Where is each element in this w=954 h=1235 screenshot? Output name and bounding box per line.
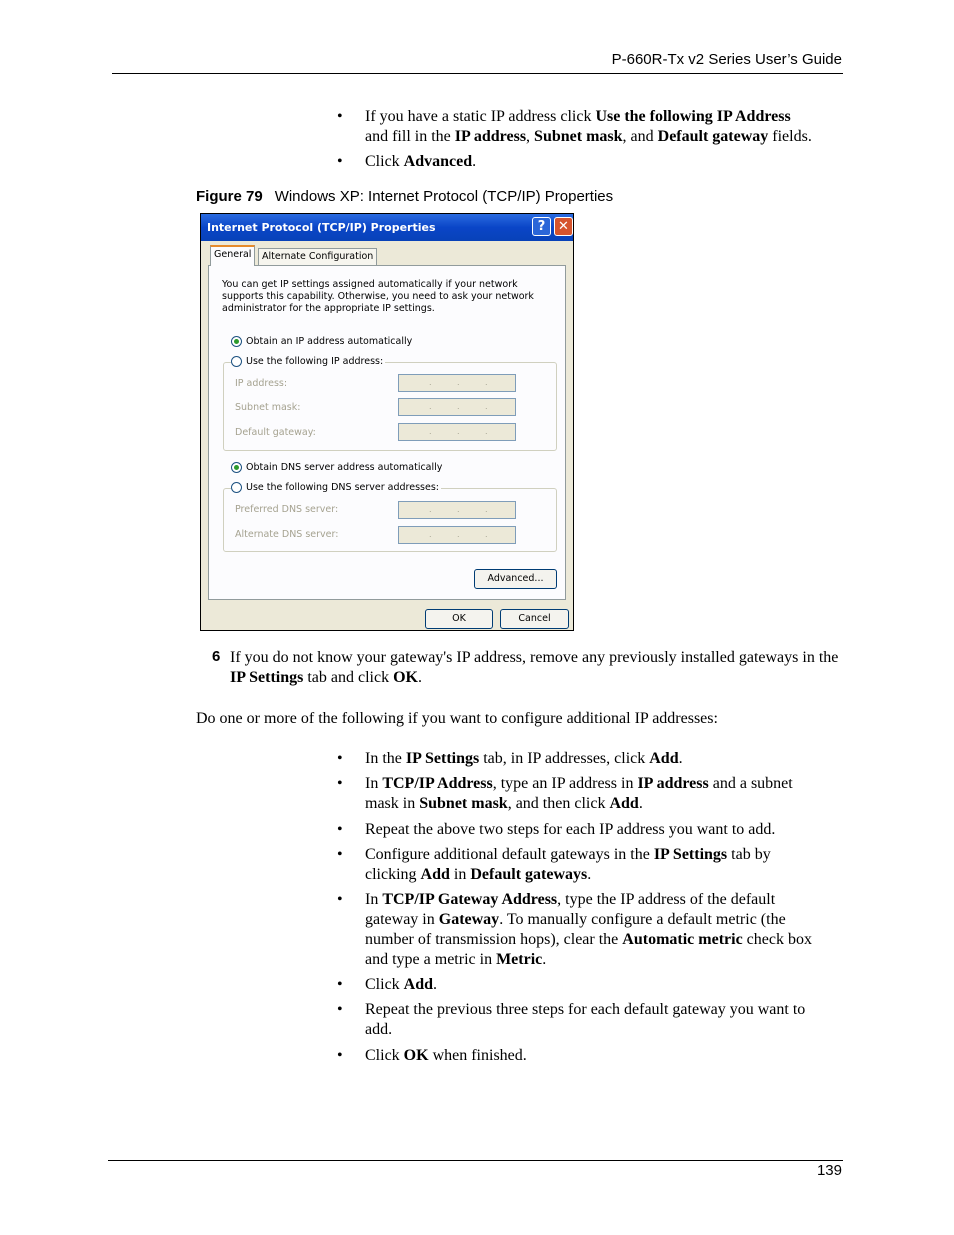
bullet-item <box>337 820 815 840</box>
bullet-dot: • <box>337 821 343 838</box>
step-number: 6 <box>212 648 221 665</box>
bullet-text: Repeat the above two steps for each IP address you want to add. <box>365 821 776 838</box>
dialog-intro-text: You can get IP settings assigned automatically if your network supports this capability. Otherwise, you need to ask your network administrator for the appropriate IP settings. <box>222 279 534 314</box>
advanced-button[interactable]: Advanced... <box>474 569 557 589</box>
bullet-item <box>337 1046 815 1066</box>
radio-use-following-dns[interactable] <box>231 482 441 493</box>
bullet-text: Click OK when finished. <box>365 1047 527 1064</box>
running-header: P-660R-Tx v2 Series User’s Guide <box>611 51 842 68</box>
bullet-dot: • <box>337 775 343 792</box>
tab-alternate-configuration[interactable]: Alternate Configuration <box>258 248 377 265</box>
dialog-title: Internet Protocol (TCP/IP) Properties <box>207 221 436 234</box>
bullet-dot: • <box>337 891 343 908</box>
radio-label: Use the following DNS server addresses: <box>246 482 439 493</box>
bullet-dot: • <box>337 976 343 993</box>
bullet-text: Click Add. <box>365 976 438 993</box>
close-icon[interactable]: ✕ <box>554 217 573 236</box>
figure-caption-text: Windows XP: Internet Protocol (TCP/IP) Properties <box>274 188 614 205</box>
radio-unselected-icon[interactable] <box>231 356 242 367</box>
bullet-text: In TCP/IP Gateway Address, type the IP address of the default gateway in Gateway. To manually configure a default metric (the number of transmission hops), clear the Automatic metric check box and type a metric in Metric. <box>365 891 812 968</box>
bullet-item <box>337 749 815 769</box>
radio-obtain-ip-auto[interactable] <box>231 336 412 347</box>
bullet-dot: • <box>337 108 343 125</box>
header-rule <box>112 73 843 74</box>
step-6 <box>212 648 842 688</box>
cancel-button[interactable]: Cancel <box>500 609 569 629</box>
help-icon[interactable]: ? <box>532 217 551 236</box>
radio-selected-icon[interactable] <box>231 336 242 347</box>
bullet-text: Repeat the previous three steps for each default gateway you want to add. <box>365 1001 806 1038</box>
bullet-dot: • <box>337 1047 343 1064</box>
page-number: 139 <box>816 1162 842 1179</box>
bullet-item <box>337 152 815 172</box>
bullet-text: If you have a static IP address click Use the following IP Address and fill in the IP address, Subnet mask, and Default gateway fields. <box>365 108 812 145</box>
bullet-item <box>337 845 815 885</box>
bullet-text: Configure additional default gateways in the IP Settings tab by clicking Add in Default gateways. <box>365 846 771 883</box>
subnet-mask-input: . . . <box>398 398 516 416</box>
body-paragraph: Do one or more of the following if you want to configure additional IP addresses: <box>196 710 718 727</box>
radio-label: Obtain an IP address automatically <box>246 336 413 347</box>
figure-caption <box>196 188 613 205</box>
bullet-item <box>337 774 815 814</box>
bullet-dot: • <box>337 750 343 767</box>
ok-button[interactable]: OK <box>425 609 493 629</box>
bullet-text: In the IP Settings tab, in IP addresses, click Add. <box>365 750 683 767</box>
bullet-text: In TCP/IP Address, type an IP address in IP address and a subnet mask in Subnet mask, and then click Add. <box>365 775 793 812</box>
footer-rule <box>108 1160 843 1161</box>
dialog-titlebar <box>201 214 573 241</box>
radio-selected-icon[interactable] <box>231 462 242 473</box>
ip-address-input: . . . <box>398 374 516 392</box>
bullet-dot: • <box>337 846 343 863</box>
default-gateway-label: Default gateway: <box>235 427 316 438</box>
radio-label: Obtain DNS server address automatically <box>246 462 443 473</box>
bullet-text: Click Advanced. <box>365 153 477 170</box>
bullet-item <box>337 975 815 995</box>
bullet-item <box>337 890 815 970</box>
tab-general[interactable]: General <box>210 245 255 266</box>
bullet-dot: • <box>337 1001 343 1018</box>
preferred-dns-input: . . . <box>398 501 516 519</box>
subnet-mask-label: Subnet mask: <box>235 402 301 413</box>
radio-label: Use the following IP address: <box>246 356 384 367</box>
bullet-item <box>337 1000 815 1040</box>
figure-label: Figure 79 <box>196 188 263 205</box>
default-gateway-input: . . . <box>398 423 516 441</box>
bullet-dot: • <box>337 153 343 170</box>
alternate-dns-input: . . . <box>398 526 516 544</box>
bullet-item <box>337 107 815 147</box>
general-tab-panel <box>208 265 566 600</box>
preferred-dns-label: Preferred DNS server: <box>235 504 339 515</box>
step-text: If you do not know your gateway's IP address, remove any previously installed gateways in the IP Settings tab and click OK. <box>230 649 839 686</box>
ip-address-label: IP address: <box>235 378 288 389</box>
radio-use-following-ip[interactable] <box>231 356 385 367</box>
alternate-dns-label: Alternate DNS server: <box>235 529 339 540</box>
radio-obtain-dns-auto[interactable] <box>231 462 442 473</box>
radio-unselected-icon[interactable] <box>231 482 242 493</box>
tcpip-properties-dialog <box>200 213 574 631</box>
